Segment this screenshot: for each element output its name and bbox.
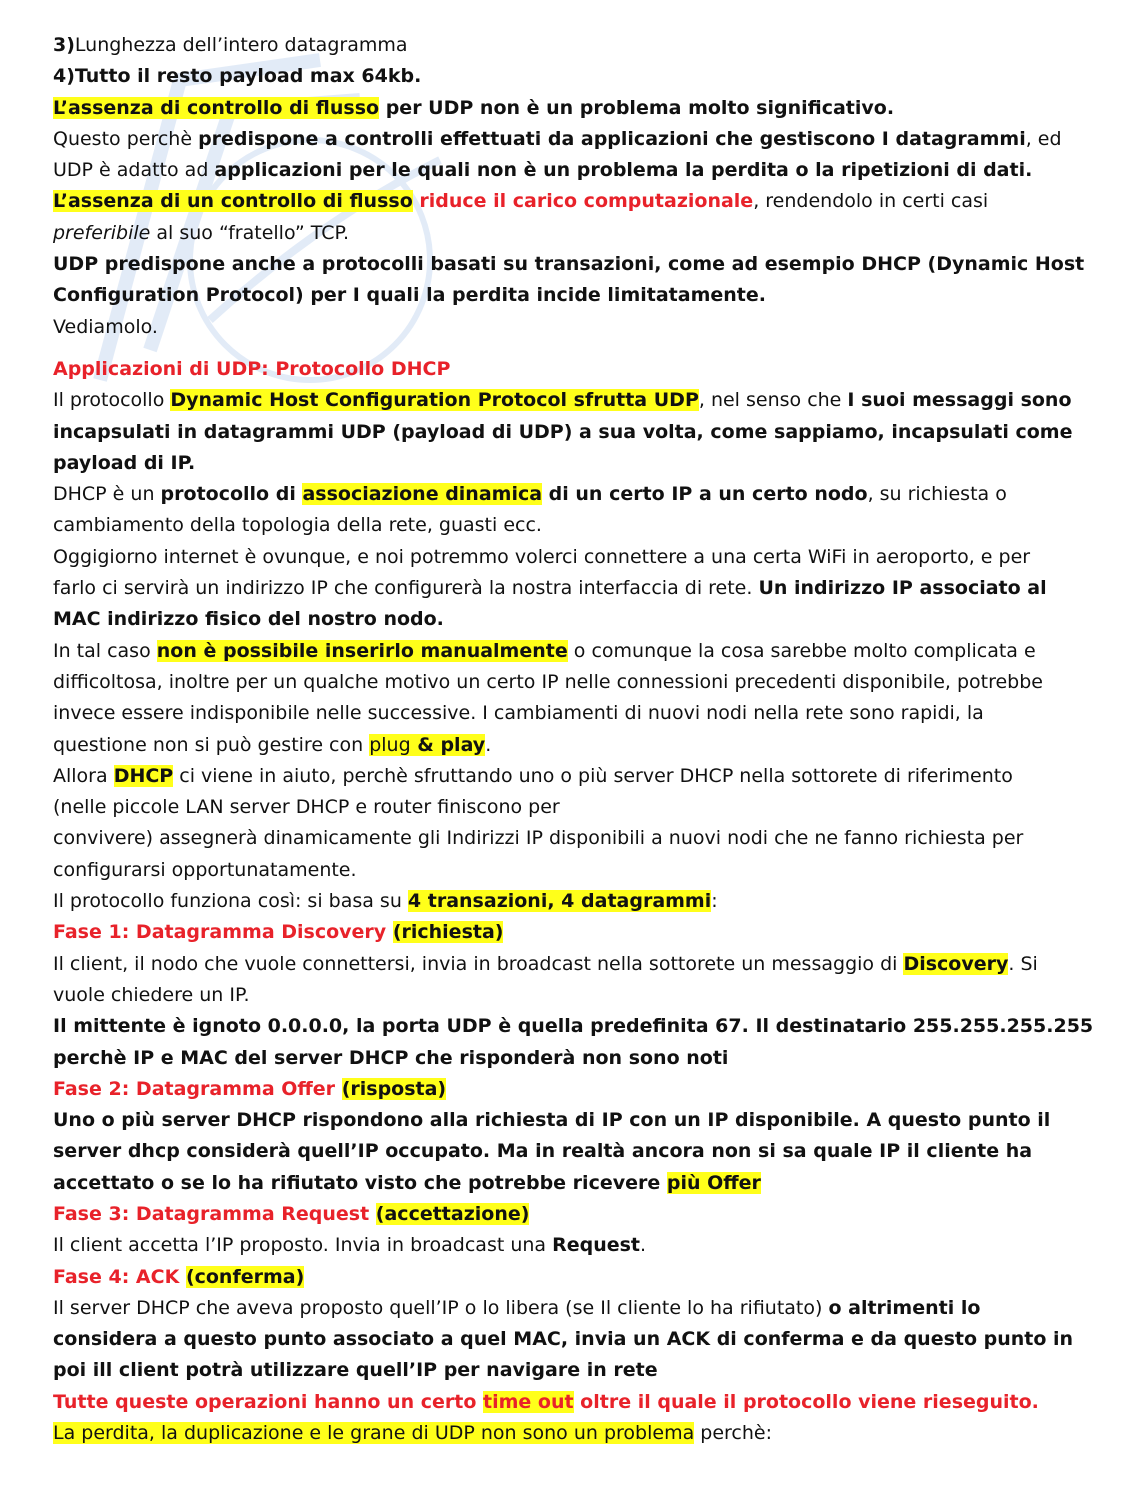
section-title: Applicazioni di UDP: Protocollo DHCP bbox=[53, 357, 451, 380]
timeout-note: Tutte queste operazioni hanno un certo time out oltre il quale il protocollo viene rieseguito. bbox=[53, 1390, 1039, 1413]
paragraph-flow-control: L’assenza di controllo di flusso per UDP non è un problema molto significativo. bbox=[53, 96, 895, 119]
phase-1-title: Fase 1: Datagramma Discovery (richiesta) bbox=[53, 921, 504, 944]
paragraph-reason-line1: Questo perchè predispone a controlli effettuati da applicazioni che gestiscono I datagrammi, ed bbox=[53, 127, 1062, 150]
dhcp-intro-line2: incapsulati in datagrammi UDP (payload di UDP) a sua volta, come sappiamo, incapsulati come bbox=[53, 420, 1073, 443]
list-item-4: 4)Tutto il resto payload max 64kb. bbox=[53, 65, 422, 88]
dhcp-help-line2: (nelle piccole LAN server DHCP e router finiscono per bbox=[53, 796, 560, 819]
dhcp-transactions: Il protocollo funziona così: si basa su 4 transazioni, 4 datagrammi: bbox=[53, 890, 718, 913]
dhcp-def-line2: cambiamento della topologia della rete, guasti ecc. bbox=[53, 514, 542, 537]
document-page bbox=[53, 30, 1093, 1449]
paragraph-vediamolo: Vediamolo. bbox=[53, 315, 158, 338]
paragraph-tcp-compare: preferibile al suo “fratello” TCP. bbox=[53, 221, 350, 244]
phase-1-line2: vuole chiedere un IP. bbox=[53, 983, 250, 1006]
phase-1-line1: Il client, il nodo che vuole connettersi, invia in broadcast nella sottorete un messaggio di Discovery. Si bbox=[53, 952, 1038, 975]
phase-3-line1: Il client accetta l’IP proposto. Invia in broadcast una Request. bbox=[53, 1234, 647, 1257]
paragraph-transactions: UDP predispone anche a protocolli basati su transazioni, come ad esempio DHCP (Dynamic Host Configuration Protocol) per I quali la perdita incide limitatamente. bbox=[53, 253, 1085, 307]
phase-2-title: Fase 2: Datagramma Offer (risposta) bbox=[53, 1077, 447, 1100]
paragraph-reason-line2: UDP è adatto ad applicazioni per le quali non è un problema la perdita o la ripetizioni di dati. bbox=[53, 159, 1033, 182]
dhcp-manual-line3: invece essere indisponibile nelle successive. I cambiamenti di nuovi nodi nella rete sono rapidi, la bbox=[53, 702, 984, 725]
list-item-3: 3)Lunghezza dell’intero datagramma bbox=[53, 34, 408, 56]
phase-4-line3: poi ill client potrà utilizzare quell’IP per navigare in rete bbox=[53, 1359, 658, 1382]
dhcp-help-line3: convivere) assegnerà dinamicamente gli Indirizzi IP disponibili a nuovi nodi che ne fanno richiesta per bbox=[53, 827, 1024, 850]
dhcp-wifi-line3: MAC indirizzo fisico del nostro nodo. bbox=[53, 608, 444, 631]
dhcp-wifi-line2: farlo ci servirà un indirizzo IP che configurerà la nostra interfaccia di rete. Un indirizzo IP associato al bbox=[53, 577, 1047, 600]
dhcp-manual-line4: questione non si può gestire con plug & play. bbox=[53, 733, 492, 756]
dhcp-help-line4: configurarsi opportunatamente. bbox=[53, 858, 357, 881]
phase-4-line1: Il server DHCP che aveva proposto quell’IP o lo libera (se Il cliente lo ha rifiutato) o altrimenti lo bbox=[53, 1296, 981, 1319]
phase-1-line4: perchè IP e MAC del server DHCP che risponderà non sono noti bbox=[53, 1046, 729, 1069]
dhcp-intro-line3: payload di IP. bbox=[53, 451, 196, 474]
dhcp-wifi-line1: Oggigiorno internet è ovunque, e noi potremmo volerci connettere a una certa WiFi in aeroporto, e per bbox=[53, 545, 1031, 568]
dhcp-intro-line1: Il protocollo Dynamic Host Configuration Protocol sfrutta UDP, nel senso che I suoi messaggi sono bbox=[53, 389, 1072, 412]
dhcp-manual-line2: difficoltosa, inoltre per un qualche motivo un certo IP nelle connessioni precedenti disponibile, potrebbe bbox=[53, 670, 1043, 693]
phase-3-title: Fase 3: Datagramma Request (accettazione) bbox=[53, 1202, 530, 1225]
dhcp-def-line1: DHCP è un protocollo di associazione dinamica di un certo IP a un certo nodo, su richiesta o bbox=[53, 483, 1007, 506]
phase-2-line3: accettato o se lo ha rifiutato visto che potrebbe ricevere più Offer bbox=[53, 1171, 761, 1194]
phase-4-title: Fase 4: ACK (conferma) bbox=[53, 1265, 305, 1288]
phase-4-line2: considera a questo punto associato a quel MAC, invia un ACK di conferma e da questo punto in bbox=[53, 1328, 1074, 1351]
loss-note: La perdita, la duplicazione e le grane di UDP non sono un problema perchè: bbox=[53, 1422, 772, 1445]
dhcp-help-line1: Allora DHCP ci viene in aiuto, perchè sfruttando uno o più server DHCP nella sottorete di riferimento bbox=[53, 764, 1013, 787]
dhcp-manual-line1: In tal caso non è possibile inserirlo manualmente o comunque la cosa sarebbe molto complicata e bbox=[53, 639, 1036, 662]
phase-1-line3: Il mittente è ignoto 0.0.0.0, la porta UDP è quella predefinita 67. Il destinatario 255.255.255.255 bbox=[53, 1015, 1094, 1038]
phase-2-line2: server dhcp considerà quell’IP occupato. Ma in realtà ancora non si sa quale IP il cliente ha bbox=[53, 1140, 1033, 1163]
paragraph-computational-load: L’assenza di un controllo di flusso riduce il carico computazionale, rendendolo in certi casi bbox=[53, 190, 989, 213]
phase-2-line1: Uno o più server DHCP rispondono alla richiesta di IP con un IP disponibile. A questo punto il bbox=[53, 1109, 1051, 1132]
